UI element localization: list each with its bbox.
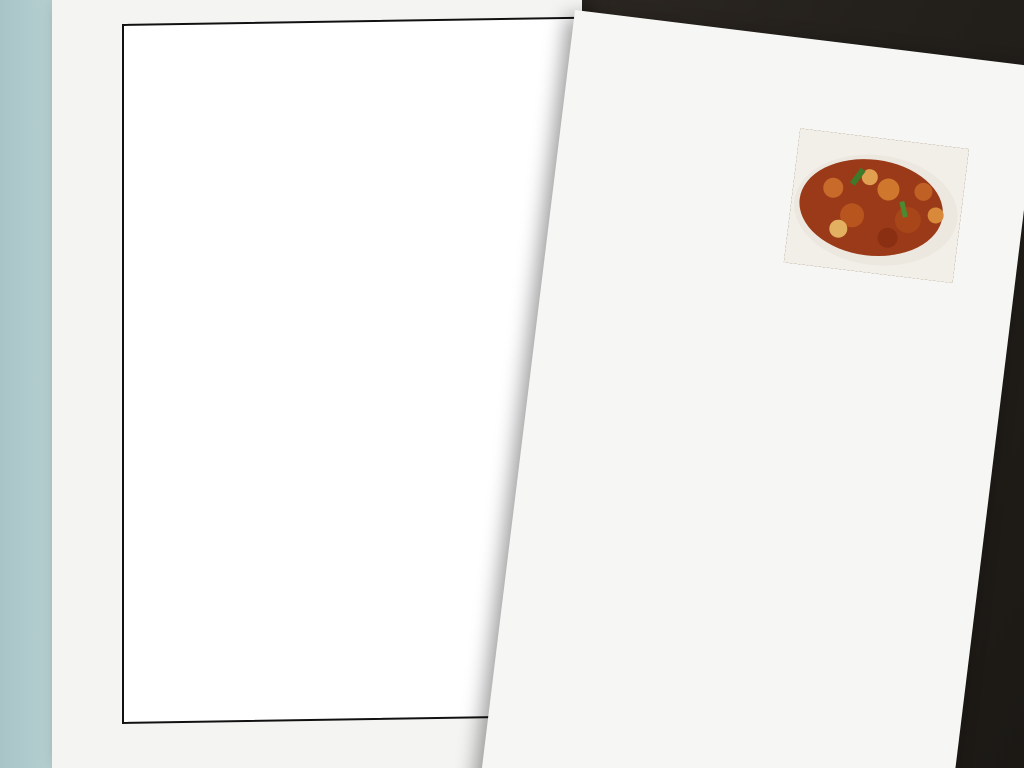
ingredient-notes-list: [611, 278, 800, 301]
method-steps: [516, 488, 933, 539]
dish-photo: [784, 128, 969, 283]
recipe-page: [480, 10, 1024, 768]
cashew-chicken-dish-icon: [784, 128, 969, 283]
ingredient-quantities-list: [831, 305, 920, 316]
